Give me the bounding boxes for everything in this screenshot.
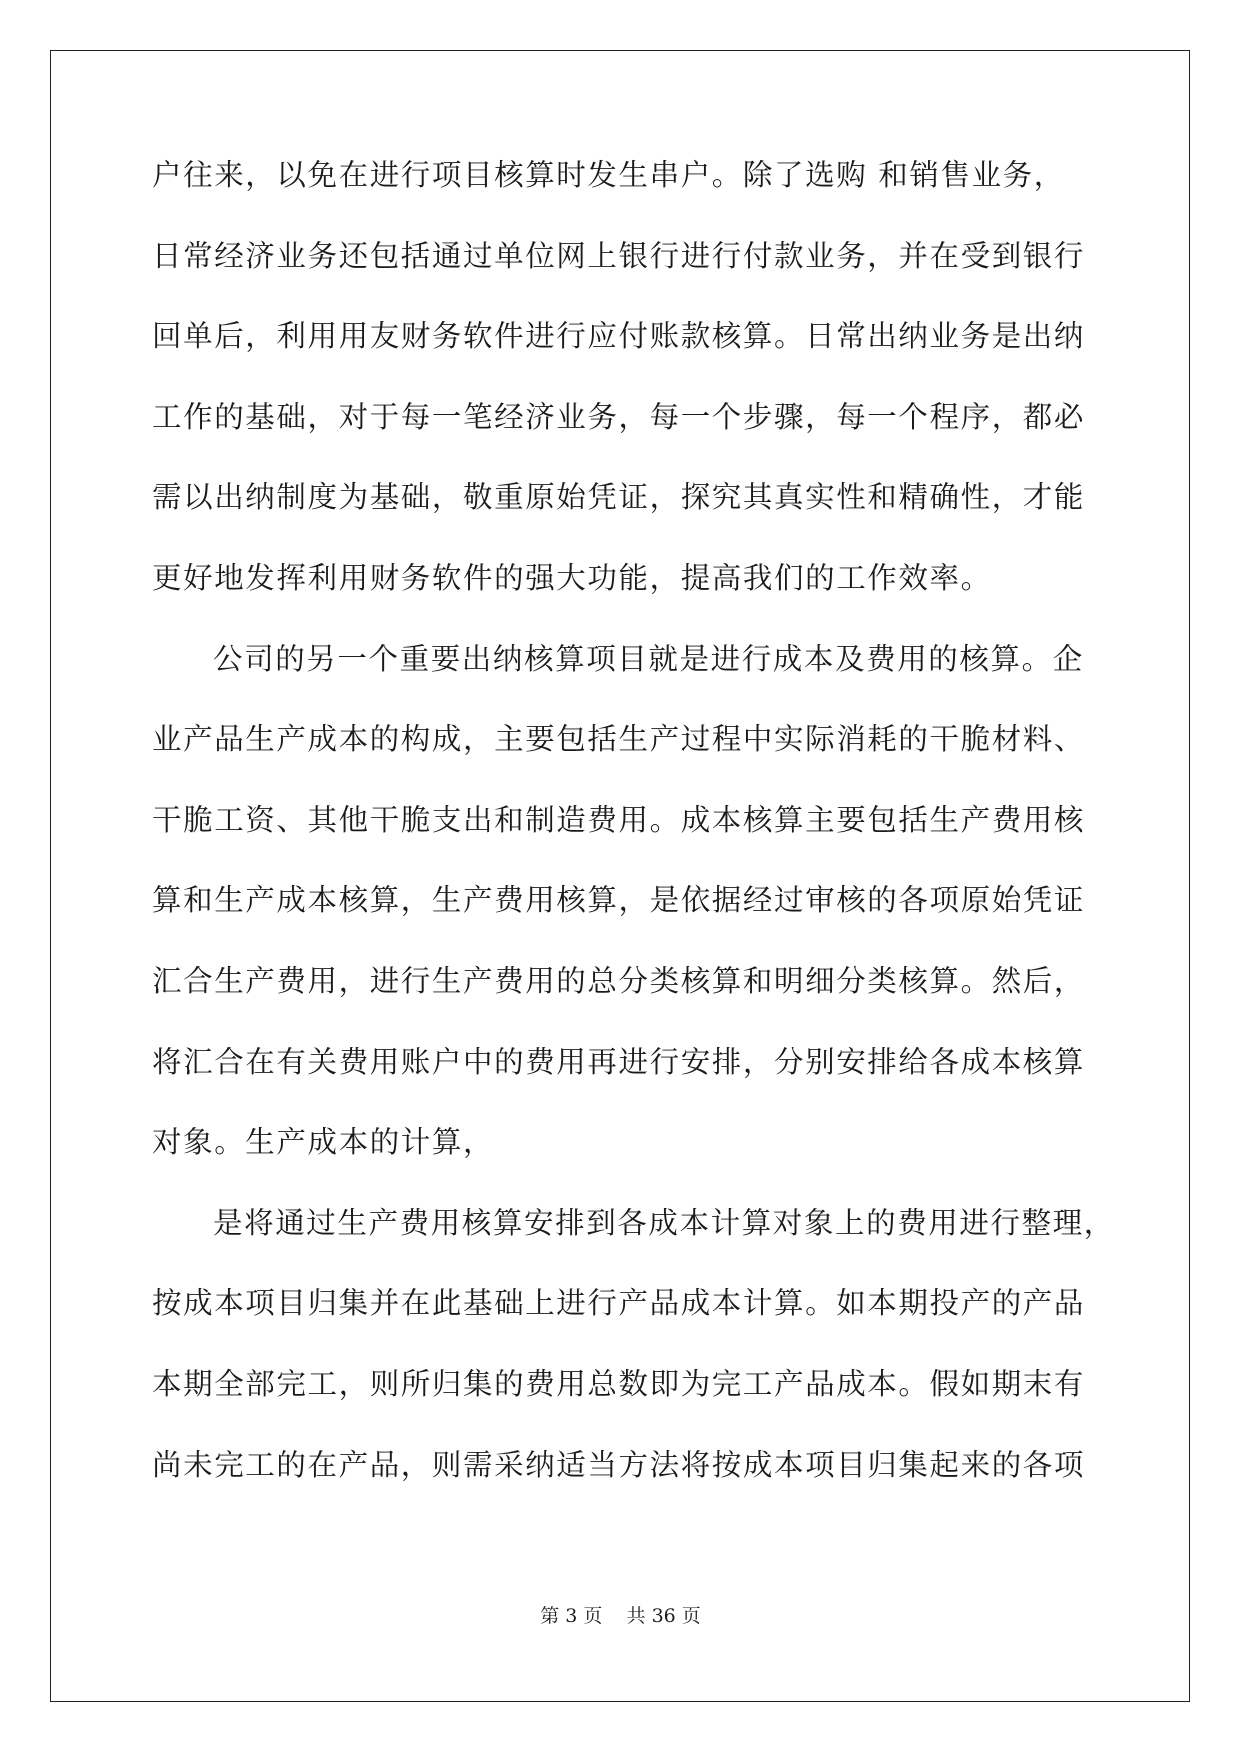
page-number-footer: 第 3 页 共 36 页 <box>540 1605 701 1627</box>
paragraph-first-line: 是将通过生产费用核算安排到各成本计算对象上的费用进行整理， <box>213 1205 1115 1240</box>
document-body <box>152 151 1115 1521</box>
text-line: 户往来，以免在进行项目核算时发生串户。除了选购 和销售业务， <box>152 158 1065 192</box>
text-line: 日常经济业务还包括通过单位网上银行进行付款业务，并在受到银行 <box>152 238 1086 273</box>
text-line: 回单后，利用用友财务软件进行应付账款核算。日常出纳业务是出纳 <box>152 319 1086 354</box>
text-line: 业产品生产成本的构成，主要包括生产过程中实际消耗的干脆材料、 <box>152 722 1086 757</box>
text-line: 本期全部完工，则所归集的费用总数即为完工产品成本。假如期末有 <box>152 1366 1086 1401</box>
text-line: 尚未完工的在产品，则需采纳适当方法将按成本项目归集起来的各项 <box>152 1447 1086 1482</box>
text-line: 需以出纳制度为基础，敬重原始凭证，探究其真实性和精确性，才能 <box>152 480 1086 515</box>
text-line: 更好地发挥利用财务软件的强大功能，提高我们的工作效率。 <box>152 560 992 595</box>
text-line: 干脆工资、其他干脆支出和制造费用。成本核算主要包括生产费用核 <box>152 802 1086 837</box>
text-line: 对象。生产成本的计算， <box>152 1125 495 1160</box>
paragraph-first-line: 公司的另一个重要出纳核算项目就是进行成本及费用的核算。企 <box>213 641 1084 676</box>
text-line: 将汇合在有关费用账户中的费用再进行安排，分别安排给各成本核算 <box>152 1044 1086 1079</box>
text-line: 工作的基础，对于每一笔经济业务，每一个步骤，每一个程序，都必 <box>152 399 1086 434</box>
text-line: 算和生产成本核算，生产费用核算，是依据经过审核的各项原始凭证 <box>152 883 1086 918</box>
text-line: 汇合生产费用，进行生产费用的总分类核算和明细分类核算。然后， <box>152 963 1086 998</box>
text-line: 按成本项目归集并在此基础上进行产品成本计算。如本期投产的产品 <box>152 1286 1086 1321</box>
